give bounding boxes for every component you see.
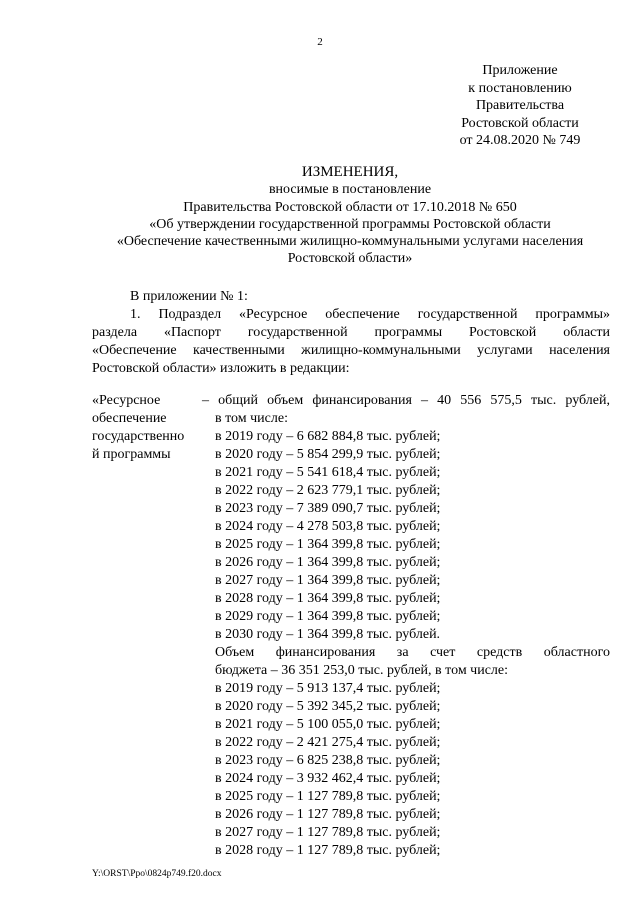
appendix-line: к постановлению [468,80,572,96]
appendix-line: Ростовской области [461,115,579,131]
heading-title: ИЗМЕНЕНИЯ, [301,164,399,180]
dash: – [202,393,209,408]
year-funding-line: в 2026 году – 1 364 399,8 тыс. рублей; [215,555,441,570]
heading-line: вносимые в постановление [268,182,432,198]
year-funding-line: в 2019 году – 6 682 884,8 тыс. рублей; [215,429,441,444]
regional-year-funding-line: в 2020 году – 5 392 345,2 тыс. рублей; [215,699,441,714]
regional-year-funding-line: в 2027 году – 1 127 789,8 тыс. рублей; [215,825,441,840]
resource-label-line: обеспечение [92,411,167,426]
including-label: в том числе: [215,411,288,426]
word: финансирования [275,645,376,660]
regional-year-funding-line: в 2026 году – 1 127 789,8 тыс. рублей; [215,807,441,822]
year-funding-line: в 2022 году – 2 623 779,1 тыс. рублей; [215,483,441,498]
word: финансирования [312,393,412,408]
year-funding-line: в 2029 году – 1 364 399,8 тыс. рублей; [215,609,441,624]
word: средств [476,645,523,660]
year-funding-line: в 2027 году – 1 364 399,8 тыс. рублей; [215,573,441,588]
regional-year-funding-line: в 2025 году – 1 127 789,8 тыс. рублей; [215,789,441,804]
year-funding-line: в 2021 году – 5 541 618,4 тыс. рублей; [215,465,441,480]
regional-funding-total: бюджета – 36 351 253,0 тыс. рублей, в том числе: [215,663,509,678]
word: – [421,393,429,408]
total-by-year-list [202,428,610,644]
appendix-line: Приложение [482,63,558,78]
appendix-block [440,62,600,150]
year-funding-line: в 2028 году – 1 364 399,8 тыс. рублей; [215,591,441,606]
word: объем [267,393,304,408]
year-funding-line: в 2024 году – 4 278 503,8 тыс. рублей; [215,519,441,534]
regional-year-funding-line: в 2022 году – 2 421 275,4 тыс. рублей; [215,735,441,750]
year-funding-line: в 2023 году – 7 389 090,7 тыс. рублей; [215,501,441,516]
regional-funding-line [202,644,610,662]
word: за [396,645,409,660]
resource-label-line: й программы [92,447,171,462]
heading-line: Правительства Ростовской области от 17.10.2018 № 650 [183,199,517,215]
resource-label-line: «Ресурсное [92,393,161,408]
word: областного [543,645,610,660]
resource-details [202,392,610,860]
appendix-reference: В приложении № 1: [130,289,248,304]
word: 575,5 [490,393,522,408]
intro-section [92,288,610,378]
word: Объем [215,645,255,660]
word: общий [218,393,259,408]
regional-year-funding-line: в 2028 году – 1 127 789,8 тыс. рублей; [215,843,441,858]
appendix-line: от 24.08.2020 № 749 [459,133,581,148]
heading-line: Ростовской области» [287,251,413,267]
document-heading [70,164,630,268]
word: 556 [460,393,482,408]
word: 40 [437,393,452,408]
heading-line: «Об утверждении государственной программы Ростовской области [149,216,551,232]
total-funding-line [202,392,610,410]
regional-year-funding-line: в 2023 году – 6 825 238,8 тыс. рублей; [215,753,441,768]
regional-year-funding-line: в 2019 году – 5 913 137,4 тыс. рублей; [215,681,441,696]
word: счет [430,645,456,660]
item-text-line: Ростовской области» изложить в редакции: [92,361,350,376]
word: рублей, [565,393,610,408]
year-funding-line: в 2025 году – 1 364 399,8 тыс. рублей; [215,537,441,552]
page-number: 2 [317,36,323,48]
resource-label [92,392,212,464]
file-path-footer: Y:\ORST\Ppo\0824p749.f20.docx [92,869,222,879]
year-funding-line: в 2020 году – 5 854 299,9 тыс. рублей; [215,447,441,462]
word: тыс. [531,393,557,408]
regional-by-year-list [202,680,610,860]
appendix-line: Правительства [475,98,565,113]
heading-line: «Обеспечение качественными жилищно-коммунальными услугами населения [116,234,584,250]
resource-label-line: государственно [92,429,185,444]
item-text-line: раздела «Паспорт государственной программы Ростовской области [92,325,610,340]
regional-year-funding-line: в 2021 году – 5 100 055,0 тыс. рублей; [215,717,441,732]
regional-year-funding-line: в 2024 году – 3 932 462,4 тыс. рублей; [215,771,441,786]
item-text-line: «Обеспечение качественными жилищно-коммунальными услугами населения [92,343,610,358]
year-funding-line: в 2030 году – 1 364 399,8 тыс. рублей. [215,627,441,642]
item-text-line: 1. Подраздел «Ресурсное обеспечение государственной программы» [130,307,610,322]
